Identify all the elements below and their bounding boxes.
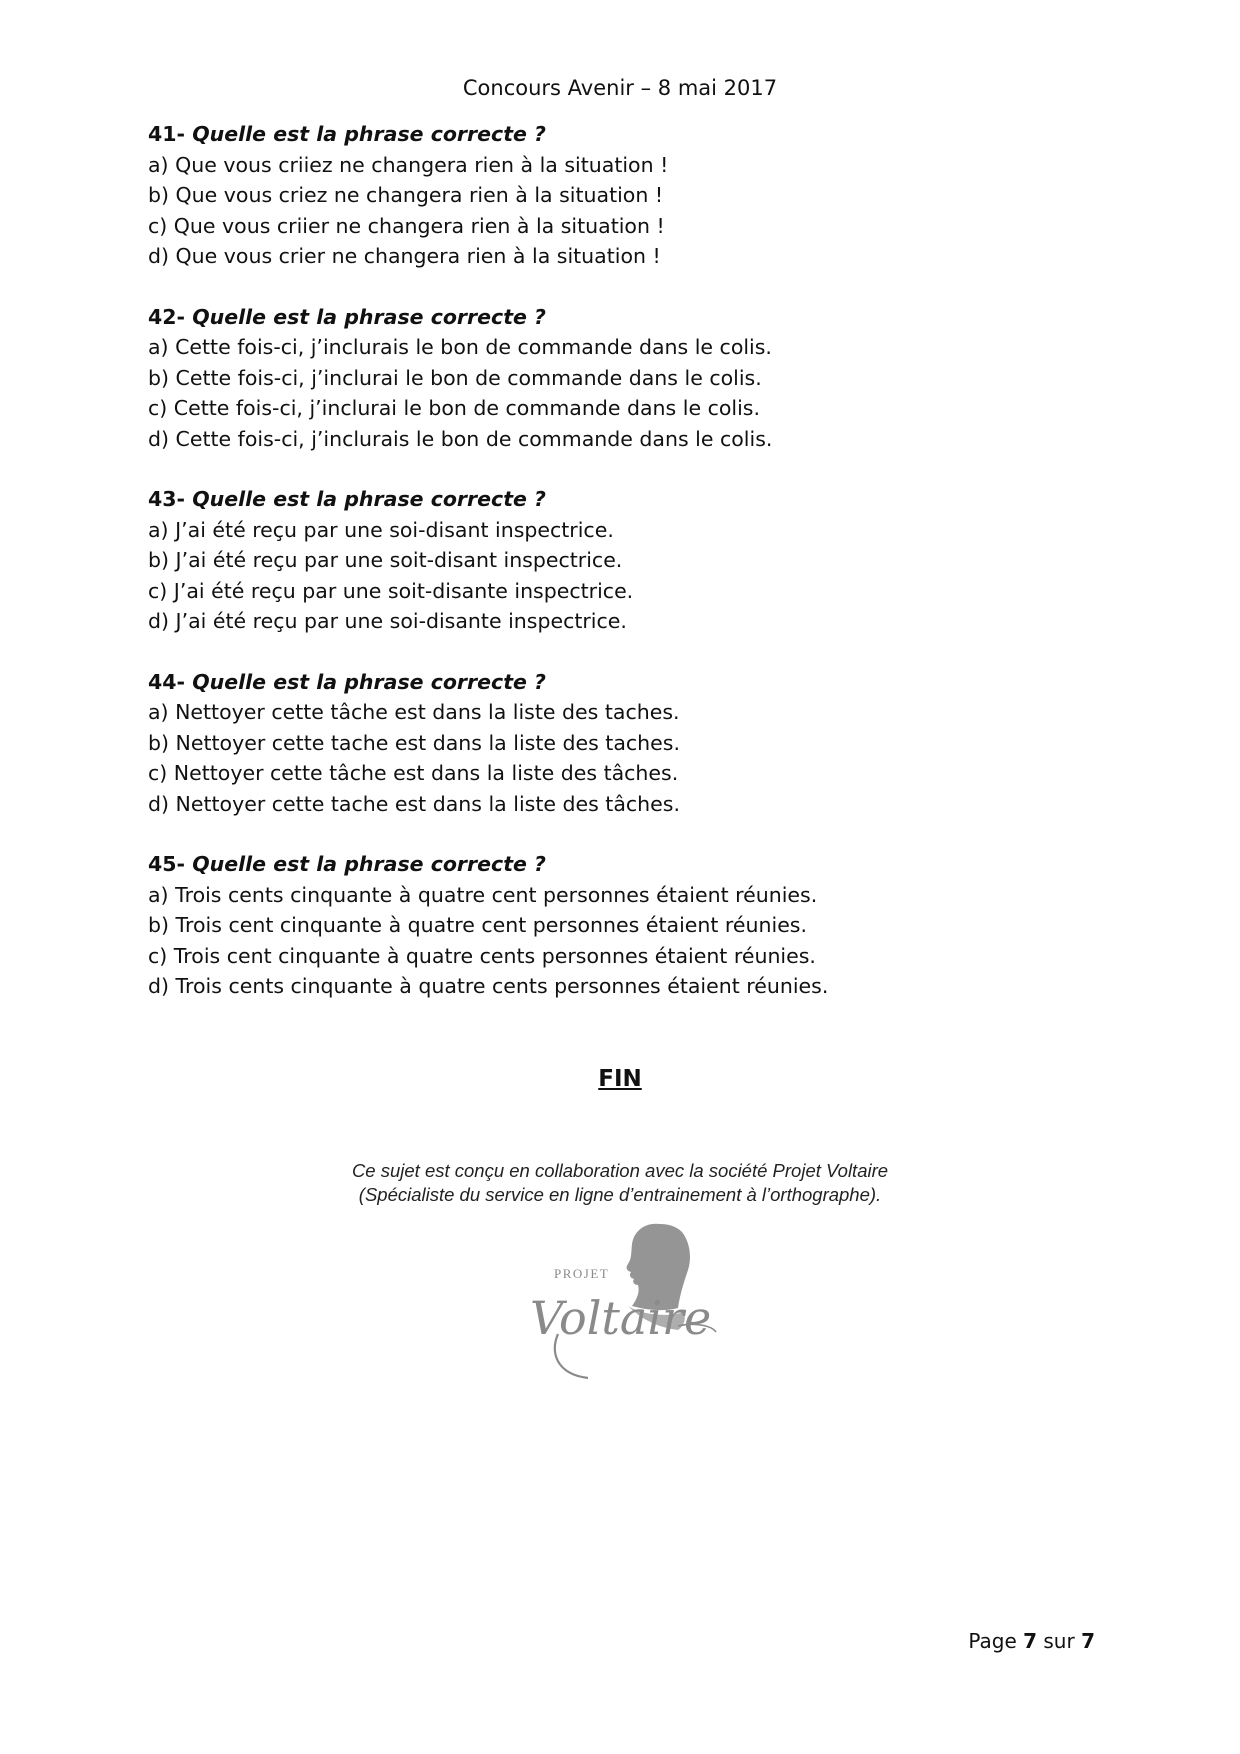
question-title bbox=[148, 119, 1108, 150]
end-marker: FIN bbox=[598, 1066, 642, 1092]
question-title bbox=[148, 484, 1108, 515]
choice-d: d) Cette fois-ci, j’inclurais le bon de commande dans le colis. bbox=[148, 426, 773, 451]
question-number: 41- bbox=[148, 122, 186, 146]
logo-small-text: PROJET bbox=[554, 1266, 610, 1281]
choice-d: d) Que vous crier ne changera rien à la situation ! bbox=[148, 244, 661, 268]
choice-b: b) Cette fois-ci, j’inclurai le bon de commande dans le colis. bbox=[148, 365, 762, 390]
choice-list bbox=[148, 150, 1108, 272]
question-title bbox=[148, 849, 1108, 880]
question-42 bbox=[148, 302, 1108, 455]
credit-line-1: Ce sujet est conçu en collaboration avec la société Projet Voltaire bbox=[351, 1160, 889, 1181]
page-label: Page bbox=[968, 1629, 1017, 1653]
question-title bbox=[148, 667, 1108, 698]
question-number: 45- bbox=[148, 852, 186, 876]
question-41 bbox=[148, 119, 1108, 272]
choice-b: b) Nettoyer cette tache est dans la liste des taches. bbox=[148, 730, 680, 755]
question-prompt: Quelle est la phrase correcte ? bbox=[192, 304, 546, 329]
choice-list bbox=[148, 880, 1108, 1002]
credit-note bbox=[0, 1159, 1240, 1207]
question-title bbox=[148, 302, 1108, 333]
question-prompt: Quelle est la phrase correcte ? bbox=[192, 852, 546, 876]
choice-list bbox=[148, 515, 1108, 637]
choice-a: a) J’ai été reçu par une soi-disant inspectrice. bbox=[148, 517, 614, 542]
choice-a: a) Trois cents cinquante à quatre cent personnes étaient réunies. bbox=[148, 882, 818, 907]
choice-d: d) Nettoyer cette tache est dans la liste des tâches. bbox=[148, 791, 680, 816]
question-43 bbox=[148, 484, 1108, 637]
choice-c: c) Nettoyer cette tâche est dans la liste des tâches. bbox=[148, 761, 679, 785]
question-list bbox=[148, 119, 1108, 1032]
projet-voltaire-logo-icon bbox=[528, 1222, 718, 1390]
credit-line-2: (Spécialiste du service en ligne d’entrainement à l’orthographe). bbox=[358, 1184, 882, 1205]
choice-b: b) Trois cent cinquante à quatre cent personnes étaient réunies. bbox=[148, 913, 808, 937]
projet-voltaire-logo bbox=[528, 1222, 718, 1390]
choice-d: d) Trois cents cinquante à quatre cents personnes étaient réunies. bbox=[148, 974, 829, 998]
choice-b: b) Que vous criez ne changera rien à la situation ! bbox=[148, 183, 664, 207]
choice-b: b) J’ai été reçu par une soit-disant inspectrice. bbox=[148, 548, 623, 572]
choice-c: c) Que vous criier ne changera rien à la situation ! bbox=[148, 213, 665, 238]
choice-a: a) Que vous criiez ne changera rien à la situation ! bbox=[148, 152, 669, 177]
question-prompt: Quelle est la phrase correcte ? bbox=[192, 669, 546, 694]
logo-script-text: Voltaire bbox=[530, 1291, 712, 1345]
choice-c: c) Cette fois-ci, j’inclurai le bon de commande dans le colis. bbox=[148, 396, 760, 420]
page-sep: sur bbox=[1043, 1629, 1075, 1653]
question-number: 42- bbox=[148, 304, 186, 329]
choice-list bbox=[148, 697, 1108, 819]
page-number bbox=[900, 1627, 1095, 1655]
question-45 bbox=[148, 849, 1108, 1002]
choice-a: a) Cette fois-ci, j’inclurais le bon de commande dans le colis. bbox=[148, 335, 772, 359]
question-number: 43- bbox=[148, 487, 186, 511]
choice-a: a) Nettoyer cette tâche est dans la liste des taches. bbox=[148, 700, 680, 724]
choice-c: c) Trois cent cinquante à quatre cents personnes étaient réunies. bbox=[148, 943, 816, 968]
question-prompt: Quelle est la phrase correcte ? bbox=[192, 122, 546, 146]
choice-c: c) J’ai été reçu par une soit-disante inspectrice. bbox=[148, 578, 634, 603]
question-44 bbox=[148, 667, 1108, 820]
choice-d: d) J’ai été reçu par une soi-disante inspectrice. bbox=[148, 609, 627, 633]
question-prompt: Quelle est la phrase correcte ? bbox=[192, 487, 546, 511]
choice-list bbox=[148, 332, 1108, 454]
page-current: 7 bbox=[1023, 1629, 1038, 1653]
question-number: 44- bbox=[148, 669, 186, 694]
page-header: Concours Avenir – 8 mai 2017 bbox=[462, 76, 778, 100]
page-total: 7 bbox=[1081, 1629, 1095, 1653]
